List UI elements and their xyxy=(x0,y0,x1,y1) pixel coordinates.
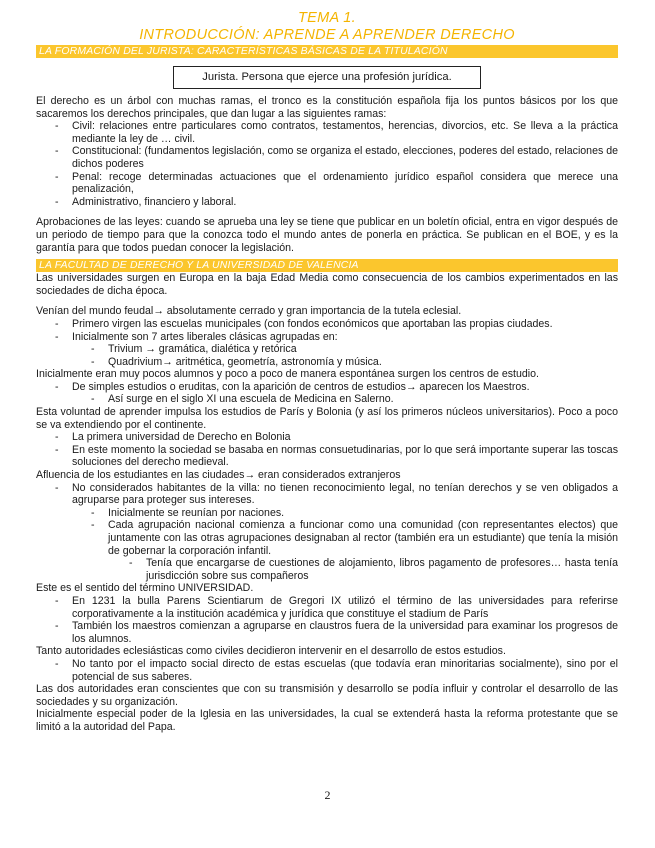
paragraph: Las dos autoridades eran conscientes que con su transmisión y desarrollo se podía influir y controlar el desarrollo de las sociedades y su organización. xyxy=(36,683,618,708)
paragraph: Afluencia de los estudiantes en las ciudades→ eran considerados extranjeros xyxy=(36,469,401,482)
list-item: - Inicialmente se reunían por naciones. xyxy=(91,506,285,519)
paragraph: Inicialmente especial poder de la Iglesia en las universidades, la cual se extenderá hasta la reforma protestante que se limitó a la autoridad del Papa. xyxy=(36,708,618,733)
paragraph: Venían del mundo feudal→ absolutamente cerrado y gran importancia de la tutela eclesial. xyxy=(36,305,462,318)
list-item: - En este momento la sociedad se basaba en normas consuetudinarias, por lo que será importante superar las toscas soluciones del derecho medieval. xyxy=(55,443,618,469)
list-item: - Trivium → gramática, dialética y retórica xyxy=(91,343,297,356)
list-item: - También los maestros comienzan a agruparse en claustros fuera de la universidad para examinar los progresos de los alumnos. xyxy=(55,620,618,645)
list-item: - Inicialmente son 7 artes liberales clásicas agrupadas en: xyxy=(55,330,338,343)
list-item: - Primero virgen las escuelas municipales (con fondos económicos que aportaban las propias ciudades. xyxy=(55,317,553,330)
list-item: - Administrativo, financiero y laboral. xyxy=(55,195,237,208)
paragraph-intro: El derecho es un árbol con muchas ramas, el tronco es la constitución española fija los puntos básicos por los que sacaremos los derechos principales, que dan lugar a las siguientes ramas: xyxy=(36,95,618,120)
section-heading-facultad: LA FACULTAD DE DERECHO Y LA UNIVERSIDAD DE VALENCIA xyxy=(36,259,618,272)
paragraph: Inicialmente eran muy pocos alumnos y poco a poco de manera espontánea surgen los centros de estudio. xyxy=(36,368,539,381)
list-item: - Cada agrupación nacional comienza a funcionar como una comunidad (con representantes electos) que juntamente con las otras agrupaciones designaban al rector (también era un estudiante) que tenía la misión de gobernar la corporación infantil. xyxy=(91,519,618,557)
list-item: - Civil: relaciones entre particulares como contratos, testamentos, herencias, divorcios, etc. Se lleva a la práctica mediante la ley de … civil. xyxy=(55,120,618,145)
list-item: - Tenía que encargarse de cuestiones de alojamiento, libros pagamento de profesores… hasta tenía jurisdicción sobre sus compañeros xyxy=(129,557,618,582)
paragraph: Esta voluntad de aprender impulsa los estudios de París y Bolonia (y así los primeros núcleos universitarios). Poco a poco se va extendiendo por el continente. xyxy=(36,406,618,431)
list-item: - La primera universidad de Derecho en Bolonia xyxy=(55,431,291,444)
paragraph: Las universidades surgen en Europa en la baja Edad Media como consecuencia de los cambios experimentados en las sociedades de dicha época. xyxy=(36,272,618,297)
list-item: - Así surge en el siglo XI una escuela de Medicina en Salerno. xyxy=(91,393,394,406)
topic-number: TEMA 1. xyxy=(298,10,356,26)
page-number: 2 xyxy=(324,788,331,802)
list-item: - En 1231 la bulla Parens Scientiarum de Gregori IX utilizó el término de las universidades para referirse corporativamente a la institución académica y jurídica que constituye el stadium de París xyxy=(55,594,618,620)
section-heading-formacion: LA FORMACIÓN DEL JURISTA: CARACTERÍSTICAS BÁSICAS DE LA TITULACIÓN xyxy=(36,45,618,58)
page-title: INTRODUCCIÓN: APRENDE A APRENDER DERECHO xyxy=(139,27,515,43)
list-item: - No considerados habitantes de la villa: no tienen reconocimiento legal, no tenían derechos y se ven obligados a agruparse para proteger sus intereses. xyxy=(55,481,618,507)
list-item: - No tanto por el impacto social directo de estas escuelas (que todavía eran minoritarias socialmente), sino por el potencial de sus saberes. xyxy=(55,657,618,683)
definition-box: Jurista. Persona que ejerce una profesión jurídica. xyxy=(173,66,481,89)
paragraph: Este es el sentido del término UNIVERSIDAD. xyxy=(36,582,254,595)
document-page xyxy=(36,10,618,734)
list-item: - Penal: recoge determinadas actuaciones que el ordenamiento jurídico español considera que merece una penalización, xyxy=(55,170,618,196)
list-item: - De simples estudios o eruditas, con la aparición de centros de estudios→ aparecen los Maestros. xyxy=(55,380,530,393)
branches-list xyxy=(36,120,618,208)
paragraph-laws: Aprobaciones de las leyes: cuando se aprueba una ley se tiene que publicar en un boletín oficial, entra en vigor después de un periodo de tiempo para que la conozca todo el mundo antes de ponerla en práctica. Se publican en el BOE, y es la garantía para que todos puedan conocer la legislación. xyxy=(36,216,618,254)
paragraph: Tanto autoridades eclesiásticas como civiles decidieron intervenir en el desarrollo de estos estudios. xyxy=(36,645,506,658)
list-item: - Quadrivium→ aritmética, geometría, astronomía y música. xyxy=(91,355,382,368)
list-item: - Constitucional: (fundamentos legislación, como se organiza el estado, elecciones, poderes del estado, relaciones de dichos poderes xyxy=(55,145,618,170)
